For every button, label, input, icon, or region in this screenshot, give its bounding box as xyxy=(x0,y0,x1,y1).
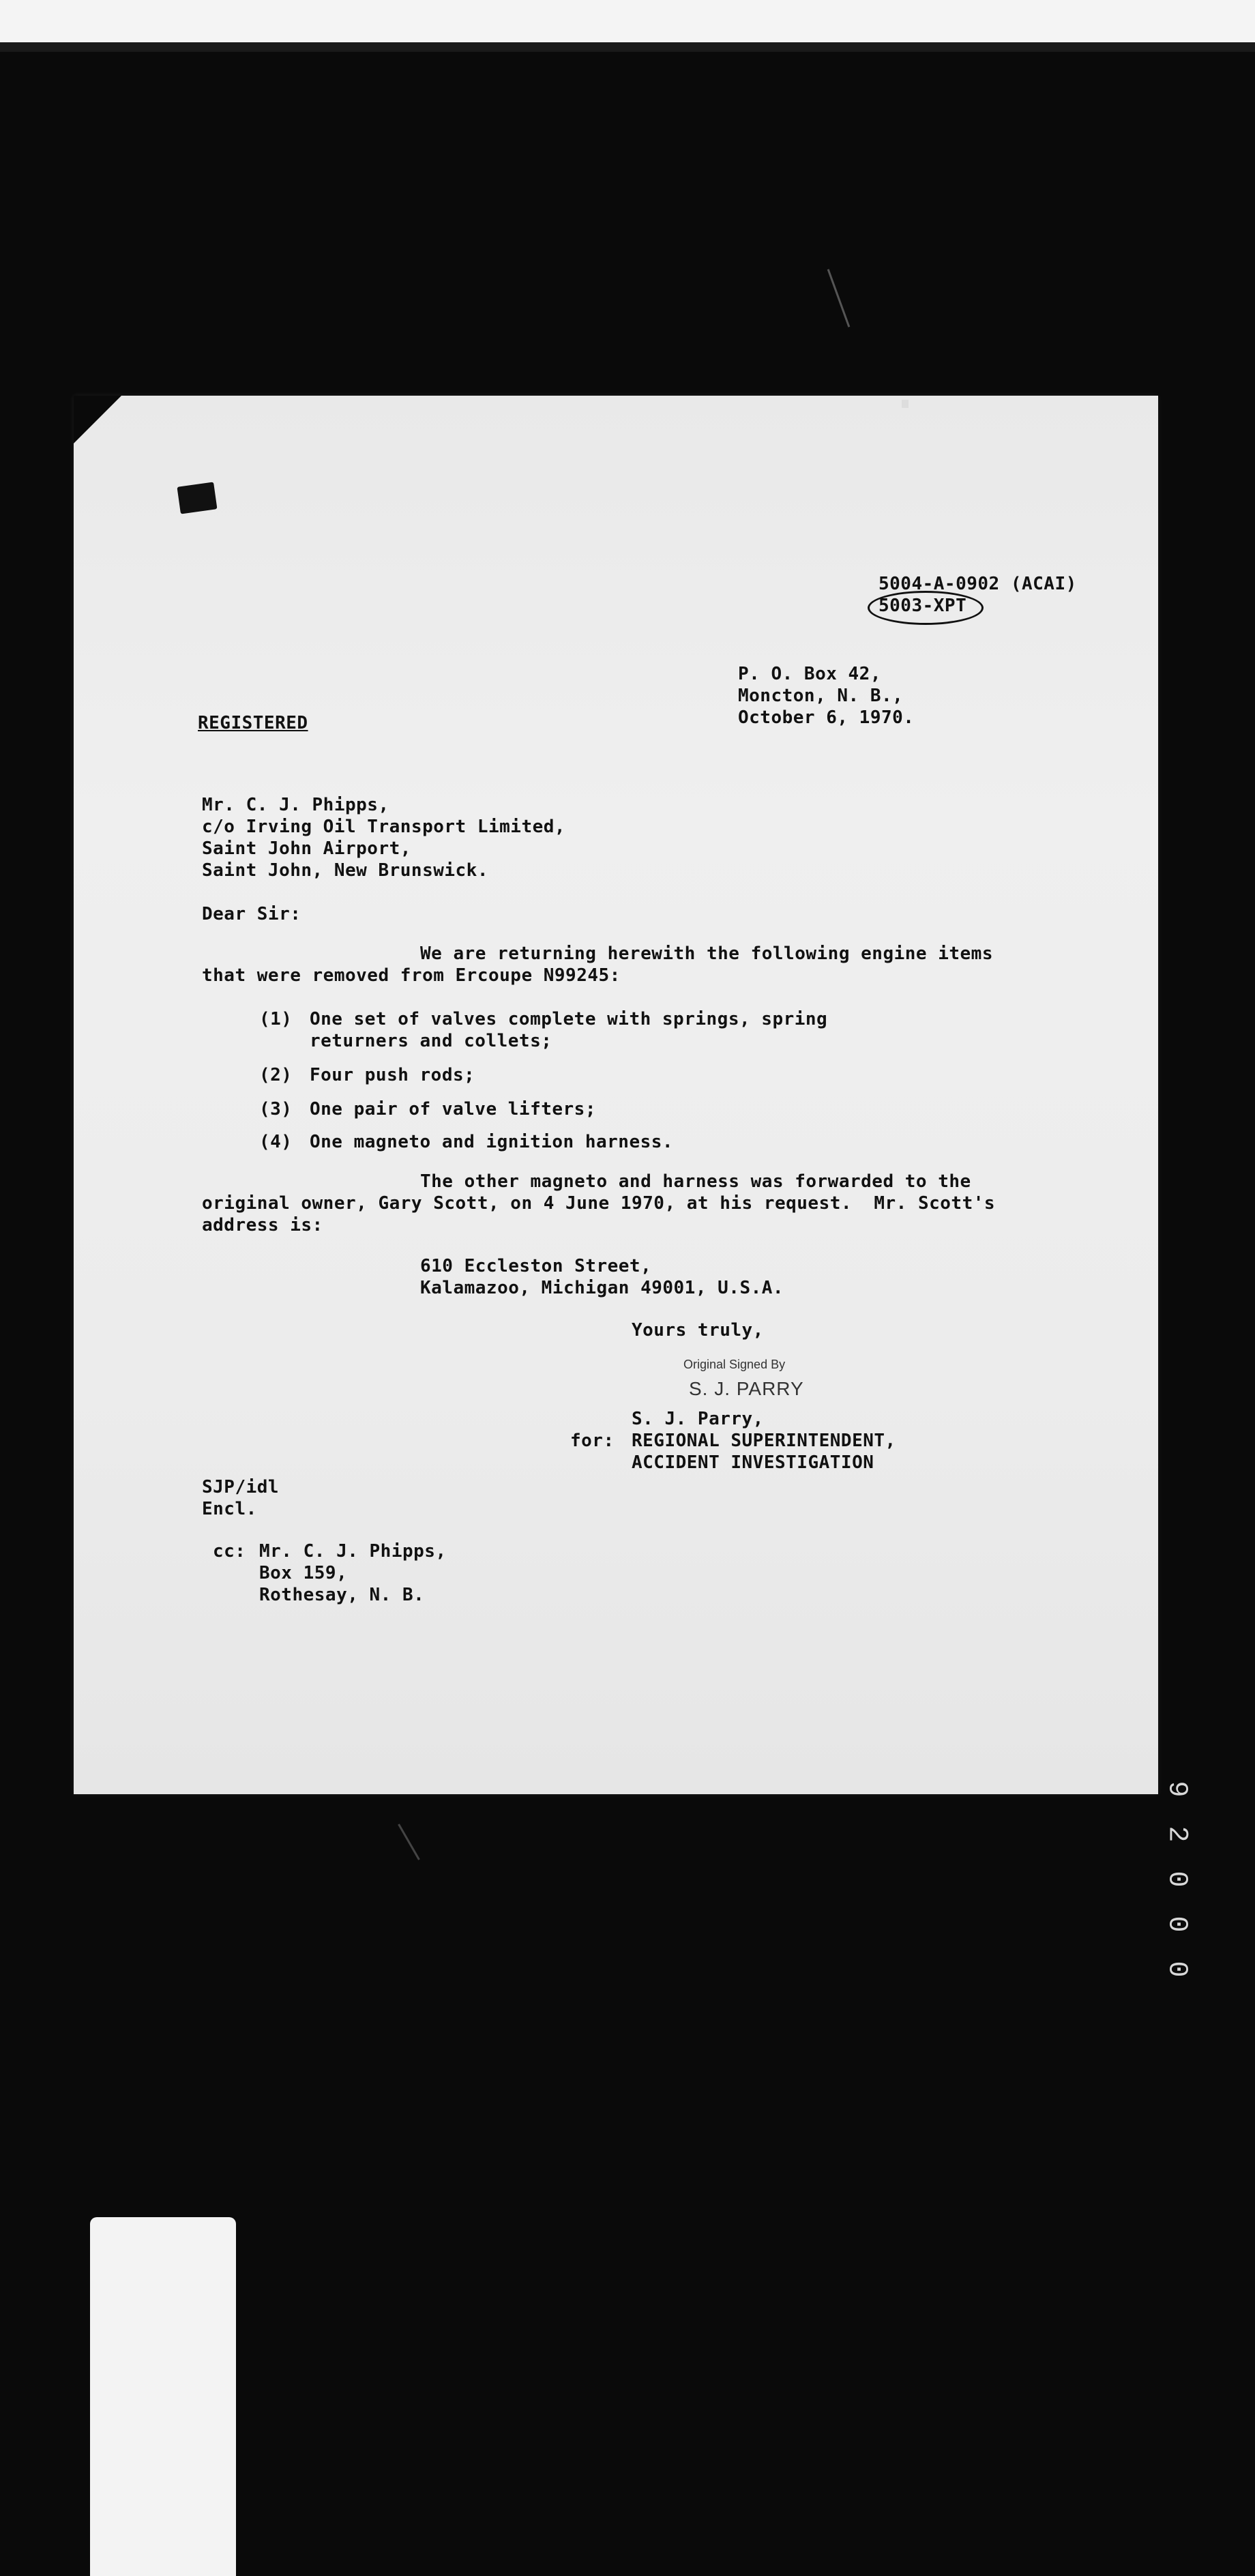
letter-page xyxy=(74,396,1158,1794)
cc-address-line: Box 159, xyxy=(259,1563,348,1583)
frame-number-digit: 0 xyxy=(1161,1961,1192,1978)
sender-address-line: Moncton, N. B., xyxy=(738,686,904,706)
film-scratch xyxy=(398,1824,420,1860)
body-paragraph-line: address is: xyxy=(202,1215,323,1235)
item-text: One set of valves complete with springs, spring xyxy=(310,1009,828,1029)
owner-address-line: 610 Eccleston Street, xyxy=(420,1256,652,1276)
enclosure-note: Encl. xyxy=(202,1499,257,1519)
file-reference: 5004-A-0902 (ACAI) xyxy=(878,574,1077,594)
signature-stamp-name: S. J. PARRY xyxy=(689,1378,804,1399)
sender-address-line: P. O. Box 42, xyxy=(738,664,881,684)
body-paragraph-line: We are returning herewith the following engine items xyxy=(420,943,993,964)
frame-number xyxy=(1160,1774,1194,2019)
signatory-title: ACCIDENT INVESTIGATION xyxy=(632,1452,874,1473)
film-top-edge xyxy=(0,0,1255,42)
registered-label: REGISTERED xyxy=(198,713,308,733)
film-scratch xyxy=(902,400,909,408)
item-text: Four push rods; xyxy=(310,1065,475,1085)
frame-number-digit: 0 xyxy=(1161,1916,1192,1933)
item-number: (4) xyxy=(259,1132,293,1152)
signatory-title: REGIONAL SUPERINTENDENT, xyxy=(632,1431,896,1451)
recipient-line: Saint John Airport, xyxy=(202,838,411,859)
signature-stamp-caption: Original Signed By xyxy=(683,1358,786,1371)
signatory-name: S. J. Parry, xyxy=(632,1409,764,1429)
film-leader-block xyxy=(90,2217,236,2576)
closing: Yours truly, xyxy=(632,1320,764,1341)
film-scratch xyxy=(827,269,851,327)
body-paragraph-line: The other magneto and harness was forwarded to the xyxy=(420,1171,971,1192)
frame-number-digit: 9 xyxy=(1161,1781,1192,1798)
cc-address-line: Mr. C. J. Phipps, xyxy=(259,1541,447,1562)
folded-corner xyxy=(74,396,121,443)
body-paragraph-line: that were removed from Ercoupe N99245: xyxy=(202,965,621,986)
item-text: One pair of valve lifters; xyxy=(310,1099,596,1119)
recipient-line: c/o Irving Oil Transport Limited, xyxy=(202,817,566,837)
item-number: (2) xyxy=(259,1065,293,1085)
punch-mark xyxy=(177,482,217,514)
cc-label: cc: xyxy=(213,1541,246,1562)
file-reference-circled: 5003-XPT xyxy=(878,596,967,616)
letter-date: October 6, 1970. xyxy=(738,707,915,728)
item-text: returners and collets; xyxy=(310,1031,552,1051)
recipient-line: Saint John, New Brunswick. xyxy=(202,860,488,881)
salutation: Dear Sir: xyxy=(202,904,301,924)
frame-number-digit: 2 xyxy=(1161,1826,1192,1843)
recipient-line: Mr. C. J. Phipps, xyxy=(202,795,389,815)
film-top-band xyxy=(0,42,1255,52)
item-text: One magneto and ignition harness. xyxy=(310,1132,674,1152)
signatory-for: for: xyxy=(570,1431,615,1451)
item-number: (1) xyxy=(259,1009,293,1029)
reference-initials: SJP/idl xyxy=(202,1477,280,1497)
frame-number-digit: 0 xyxy=(1161,1871,1192,1888)
body-paragraph-line: original owner, Gary Scott, on 4 June 1970, at his request. Mr. Scott's xyxy=(202,1193,996,1214)
owner-address-line: Kalamazoo, Michigan 49001, U.S.A. xyxy=(420,1278,784,1298)
item-number: (3) xyxy=(259,1099,293,1119)
circle-annotation xyxy=(868,591,984,625)
cc-address-line: Rothesay, N. B. xyxy=(259,1585,425,1605)
